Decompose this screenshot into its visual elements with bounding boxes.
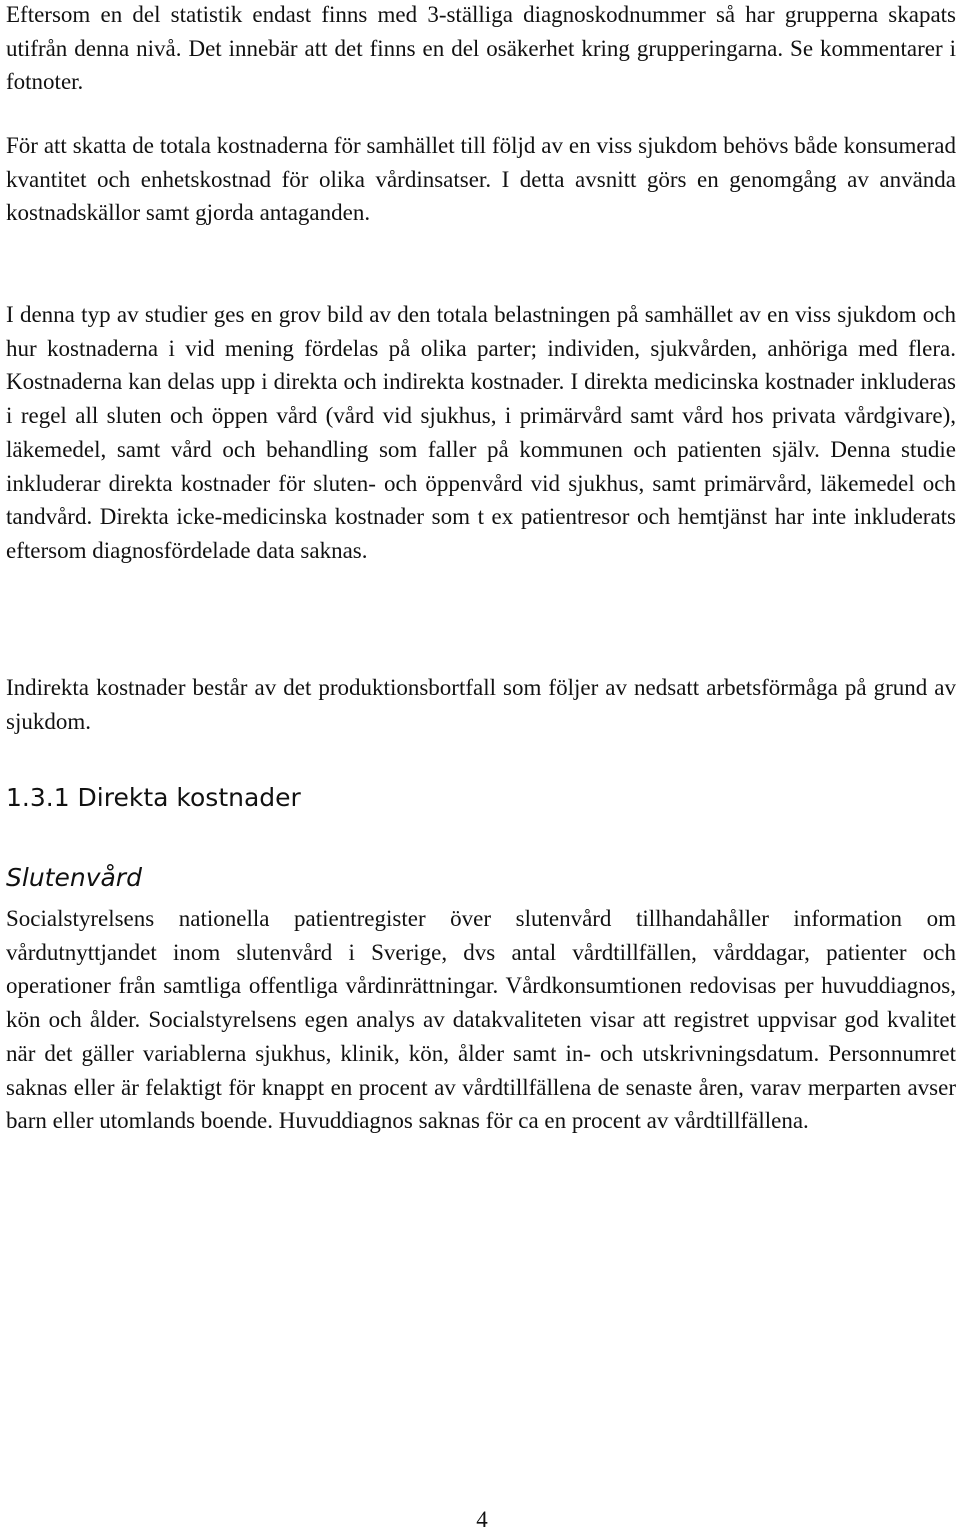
page-number: 4 — [476, 1507, 488, 1532]
section-heading: 1.3.1 Direkta kostnader — [6, 783, 301, 812]
paragraph-intro-note: Eftersom en del statistik endast finns med 3-ställiga diagnoskodnummer så har grupperna skapats utifrån denna nivå. Det innebär att det finns en del osäkerhet kring grupperingarna. Se kommentarer i fotnoter. — [6, 2, 956, 95]
paragraph-indirect-costs: Indirekta kostnader består av det produktionsbortfall som följer av nedsatt arbetsförmåga på grund av sjukdom. — [6, 675, 956, 734]
paragraph-inpatient-care: Socialstyrelsens nationella patientregister över slutenvård tillhandahåller information om vårdutnyttjandet inom slutenvård i Sverige, dvs antal vårdtillfällen, vårddagar, patienter och operationer från samtliga offentliga vårdinrättningar. Vårdkonsumtionen redovisas per huvuddiagnos, kön och ålder. Socialstyrelsens egen analys av datakvaliteten visar att registret uppvisar god kvalitet när det gäller variablerna sjukhus, klinik, kön, ålder samt in- och utskrivningsdatum. Personnumret saknas eller är felaktigt för knappt en procent av vårdtillfällena de senaste åren, varav merparten avser barn eller utomlands boende. Huvuddiagnos saknas för ca en procent av vårdtillfällena. — [6, 906, 956, 1134]
paragraph-cost-estimation: För att skatta de totala kostnaderna för samhället till följd av en viss sjukdom behövs både konsumerad kvantitet och enhetskostnad för olika vårdinsatser. I detta avsnitt görs en genomgång av använda kostnadskällor samt gjorda antaganden. — [6, 133, 956, 226]
paragraph-study-type: I denna typ av studier ges en grov bild av den totala belastningen på samhället av en viss sjukdom och hur kostnaderna i vid mening fördelas på olika parter; individen, sjukvården, anhöriga med flera. Kostnaderna kan delas upp i direkta och indirekta kostnader. I direkta medicinska kostnader inkluderas i regel all sluten och öppen vård (vård vid sjukhus, i primärvård samt vård hos privata vårdgivare), läkemedel, samt vård och behandling som faller på kommunen och patienten själv. Denna studie inkluderar direkta kostnader för sluten- och öppenvård vid sjukhus, samt primärvård, läkemedel och tandvård. Direkta icke-medicinska kostnader som t ex patientresor och hemtjänst har inte inkluderats eftersom diagnosfördelade data saknas. — [6, 302, 956, 563]
subsection-heading: Slutenvård — [6, 863, 142, 892]
